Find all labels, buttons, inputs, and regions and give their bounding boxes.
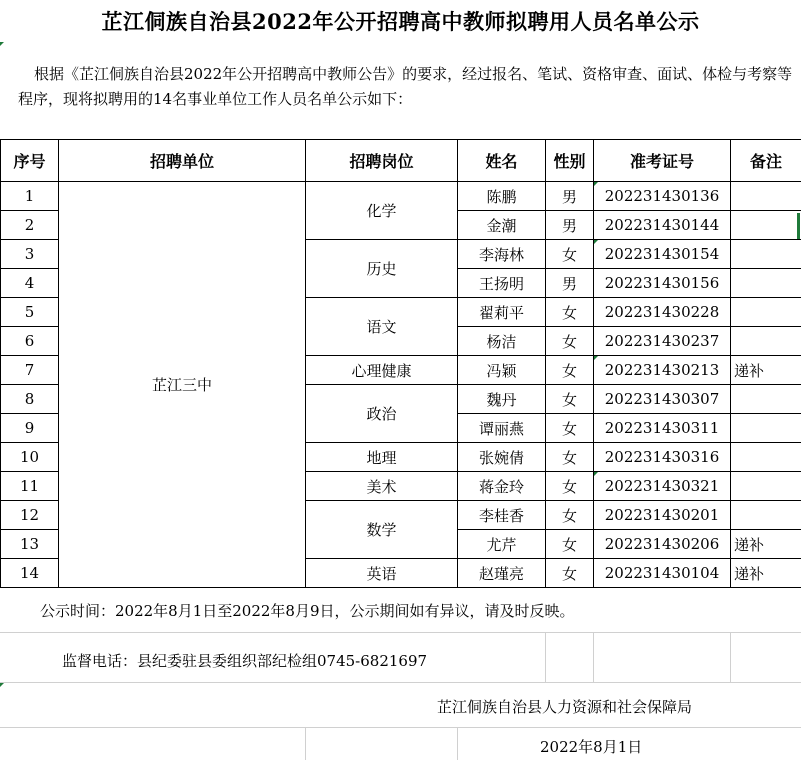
cell-remark — [731, 182, 801, 211]
cell-name: 李桂香 — [458, 501, 546, 530]
cell-name: 李海林 — [458, 240, 546, 269]
cell-gender: 女 — [546, 472, 594, 501]
gridline — [730, 632, 731, 682]
header-exam-id: 准考证号 — [594, 140, 731, 182]
cell-post: 数学 — [306, 501, 458, 559]
cell-name: 尤芹 — [458, 530, 546, 559]
cell-name: 张婉倩 — [458, 443, 546, 472]
cell-gender: 男 — [546, 269, 594, 298]
cell-remark — [731, 240, 801, 269]
cell-seq: 13 — [1, 530, 59, 559]
cell-name: 谭丽燕 — [458, 414, 546, 443]
cell-name: 蒋金玲 — [458, 472, 546, 501]
cell-remark — [731, 269, 801, 298]
table-row — [1, 182, 801, 211]
cell-seq: 9 — [1, 414, 59, 443]
gridline — [545, 632, 546, 682]
cell-gender: 女 — [546, 298, 594, 327]
cell-seq: 4 — [1, 269, 59, 298]
cell-seq: 6 — [1, 327, 59, 356]
cell-name: 魏丹 — [458, 385, 546, 414]
cell-gender: 女 — [546, 356, 594, 385]
cell-seq: 2 — [1, 211, 59, 240]
cell-name: 翟莉平 — [458, 298, 546, 327]
header-unit: 招聘单位 — [59, 140, 306, 182]
gridline — [0, 727, 801, 728]
cell-name: 金潮 — [458, 211, 546, 240]
cell-remark: 递补 — [731, 559, 801, 588]
cell-unit: 芷江三中 — [59, 182, 306, 588]
issuer: 芷江侗族自治县人力资源和社会保障局 — [437, 698, 693, 716]
cell-exam-id: 202231430104 — [594, 559, 731, 588]
cell-exam-id: 202231430201 — [594, 501, 731, 530]
cell-name: 赵瑾亮 — [458, 559, 546, 588]
cell-marker — [0, 42, 4, 46]
cell-post: 心理健康 — [306, 356, 458, 385]
cell-gender: 女 — [546, 443, 594, 472]
cell-remark — [731, 501, 801, 530]
header-remark: 备注 — [731, 140, 801, 182]
cell-exam-id: 202231430136 — [594, 182, 731, 211]
cell-name: 冯颖 — [458, 356, 546, 385]
gridline — [305, 727, 306, 760]
cell-remark: 递补 — [731, 530, 801, 559]
cell-gender: 女 — [546, 240, 594, 269]
cell-post: 历史 — [306, 240, 458, 298]
cell-post: 英语 — [306, 559, 458, 588]
cell-post: 化学 — [306, 182, 458, 240]
cell-seq: 11 — [1, 472, 59, 501]
cell-seq: 5 — [1, 298, 59, 327]
notice-period: 公示时间：2022年8月1日至2022年8月9日，公示期间如有异议，请及时反映。 — [40, 602, 575, 620]
cell-exam-id: 202231430144 — [594, 211, 731, 240]
cell-name: 王扬明 — [458, 269, 546, 298]
cell-seq: 7 — [1, 356, 59, 385]
cell-gender: 女 — [546, 385, 594, 414]
gridline — [0, 682, 801, 683]
cell-gender: 女 — [546, 327, 594, 356]
cell-exam-id: 202231430213 — [594, 356, 731, 385]
cell-exam-id: 202231430228 — [594, 298, 731, 327]
cell-remark: 递补 — [731, 356, 801, 385]
cell-exam-id: 202231430311 — [594, 414, 731, 443]
cell-seq: 12 — [1, 501, 59, 530]
cell-exam-id: 202231430154 — [594, 240, 731, 269]
cell-seq: 10 — [1, 443, 59, 472]
gridline — [593, 632, 594, 682]
intro-text: 根据《芷江侗族自治县2022年公开招聘高中教师公告》的要求，经过报名、笔试、资格审查、面试、体检与考察等程序，现将拟聘用的14名事业单位工作人员名单公示如下： — [18, 65, 793, 108]
cell-gender: 男 — [546, 182, 594, 211]
table-header-row — [1, 140, 801, 182]
cell-post: 政治 — [306, 385, 458, 443]
cell-name: 陈鹏 — [458, 182, 546, 211]
cell-remark — [731, 443, 801, 472]
cell-exam-id: 202231430307 — [594, 385, 731, 414]
header-name: 姓名 — [458, 140, 546, 182]
cell-seq: 8 — [1, 385, 59, 414]
supervision-phone: 监督电话：县纪委驻县委组织部纪检组0745-6821697 — [62, 652, 428, 670]
intro-paragraph — [18, 62, 800, 112]
document-title: 芷江侗族自治县2022年公开招聘高中教师拟聘用人员名单公示 — [101, 9, 700, 34]
cell-exam-id: 202231430237 — [594, 327, 731, 356]
cell-remark — [731, 414, 801, 443]
cell-remark — [731, 298, 801, 327]
cell-marker — [0, 683, 4, 687]
cell-remark — [731, 211, 801, 240]
gridline — [0, 632, 801, 633]
cell-seq: 1 — [1, 182, 59, 211]
cell-gender: 女 — [546, 530, 594, 559]
cell-exam-id: 202231430321 — [594, 472, 731, 501]
cell-seq: 3 — [1, 240, 59, 269]
gridline — [457, 727, 458, 760]
cell-post: 美术 — [306, 472, 458, 501]
cell-exam-id: 202231430316 — [594, 443, 731, 472]
cell-gender: 女 — [546, 414, 594, 443]
cell-remark — [731, 327, 801, 356]
cell-seq: 14 — [1, 559, 59, 588]
cell-exam-id: 202231430156 — [594, 269, 731, 298]
cell-gender: 女 — [546, 501, 594, 530]
cell-gender: 女 — [546, 559, 594, 588]
issue-date: 2022年8月1日 — [540, 738, 643, 756]
cell-gender: 男 — [546, 211, 594, 240]
cell-post: 地理 — [306, 443, 458, 472]
cell-name: 杨洁 — [458, 327, 546, 356]
header-seq: 序号 — [1, 140, 59, 182]
cell-post: 语文 — [306, 298, 458, 356]
cell-exam-id: 202231430206 — [594, 530, 731, 559]
cell-remark — [731, 385, 801, 414]
header-post: 招聘岗位 — [306, 140, 458, 182]
staff-table — [0, 139, 801, 588]
header-gender: 性别 — [546, 140, 594, 182]
cell-remark — [731, 472, 801, 501]
